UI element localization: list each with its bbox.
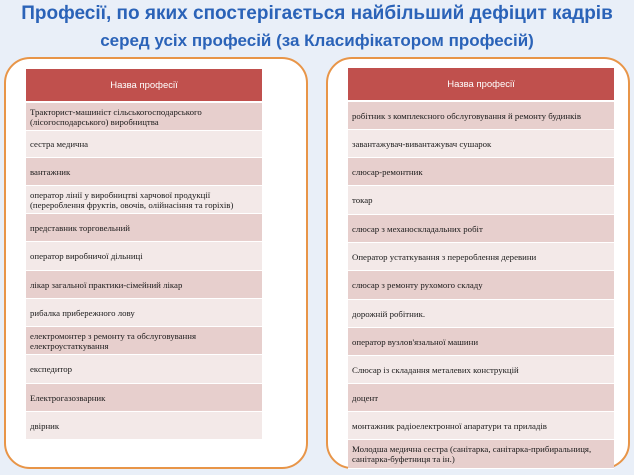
table-cell: сестра медична: [26, 131, 262, 158]
table-cell: електромонтер з ремонту та обслуговування електроустаткування: [26, 327, 262, 355]
table-cell: завантажувач-вивантажувач сушарок: [348, 130, 614, 158]
table-cell: двірник: [26, 412, 262, 440]
table-cell: оператор виробничої дільниці: [26, 242, 262, 271]
left-professions-table: [26, 69, 262, 440]
table-cell: Оператор устаткування з перероблення деревини: [348, 243, 614, 271]
table-cell: рибалка прибережного лову: [26, 299, 262, 327]
table-cell: слюсар-ремонтник: [348, 158, 614, 186]
table-cell: експедитор: [26, 355, 262, 384]
table-cell: доцент: [348, 384, 614, 412]
table-cell: монтажник радіоелектронної апаратури та приладів: [348, 412, 614, 440]
table-cell: оператор лінії у виробництві харчової продукції (перероблення фруктів, овочів, олійнасіння та горіхів): [26, 186, 262, 214]
left-panel: [4, 57, 308, 469]
table-cell: Електрогазозварник: [26, 384, 262, 412]
table-cell: робітник з комплексного обслуговування й ремонту будинків: [348, 101, 614, 130]
table-cell: вантажник: [26, 158, 262, 186]
table-cell: лікар загальної практики-сімейний лікар: [26, 271, 262, 299]
table-cell: оператор вузлов'язальної машини: [348, 328, 614, 356]
table-cell: представник торговельний: [26, 214, 262, 242]
table-cell: Молодша медична сестра (санітарка, санітарка-прибиральниця, санітарка-буфетниця та ін.): [348, 440, 614, 469]
left-table-header: Назва професії: [26, 69, 262, 102]
table-cell: Слюсар із складання металевих конструкцій: [348, 356, 614, 384]
table-cell: токар: [348, 186, 614, 215]
table-cell: слюсар з механоскладальних робіт: [348, 215, 614, 243]
table-cell: дорожній робітник.: [348, 300, 614, 328]
table-cell: Тракторист-машиніст сільськогосподарського (лісогосподарського) виробництва: [26, 102, 262, 131]
right-panel: [326, 57, 630, 469]
page-title: Професії, по яких спостерігається найбільший дефіцит кадрів: [21, 3, 613, 24]
table-cell: слюсар з ремонту рухомого складу: [348, 271, 614, 300]
right-professions-table: [348, 68, 614, 469]
page-subtitle: серед усіх професій (за Класифікатором професій): [100, 31, 534, 50]
right-table-header: Назва професії: [348, 68, 614, 101]
